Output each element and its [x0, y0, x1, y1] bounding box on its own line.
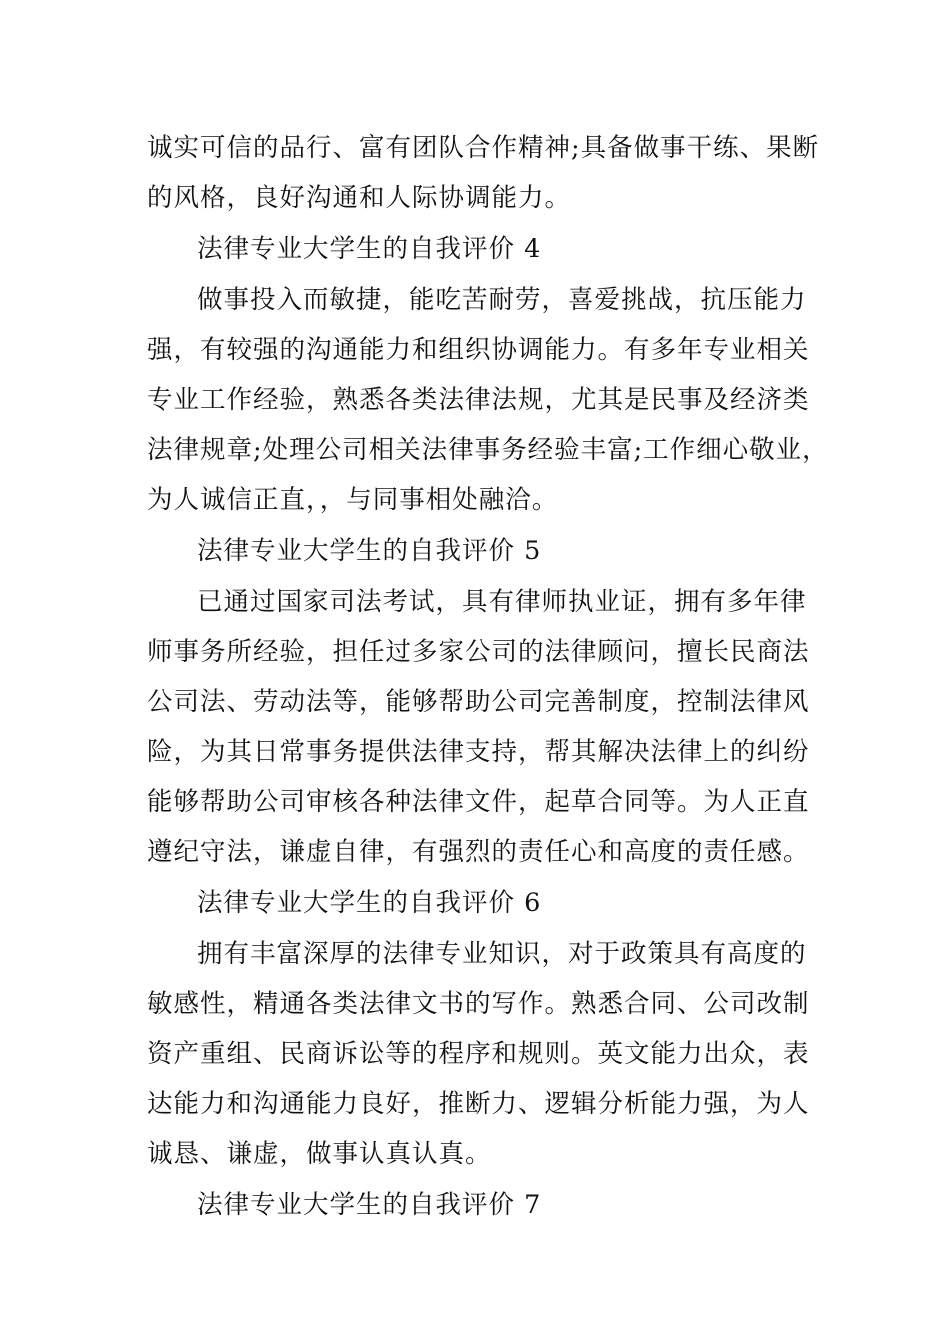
body-text-line: 达能力和沟通能力良好，推断力、逻辑分析能力强，为人: [147, 1089, 810, 1119]
body-text-line: 遵纪守法，谦虚自律，有强烈的责任心和高度的责任感。: [147, 837, 810, 867]
body-text-line: 为人诚信正直，，与同事相处融洽。: [147, 485, 559, 515]
body-text-line: 专业工作经验，熟悉各类法律法规，尤其是民事及经济类: [147, 385, 810, 415]
body-text-line: 能够帮助公司审核各种法律文件，起草合同等。为人正直: [147, 787, 810, 817]
body-text-line: 诚恳、谦虚，做事认真认真。: [147, 1139, 492, 1169]
body-text-line: 资产重组、民商诉讼等的程序和规则。英文能力出众，表: [147, 1039, 810, 1069]
paragraph-first-line: 做事投入而敏捷，能吃苦耐劳，喜爱挑战，抗压能力: [197, 285, 807, 315]
section-heading-7: 法律专业大学生的自我评价 7: [197, 1190, 542, 1220]
section-heading-5: 法律专业大学生的自我评价 5: [197, 536, 542, 566]
body-text-line: 法律规章;处理公司相关法律事务经验丰富;工作细心敬业，: [147, 435, 829, 465]
body-text-line: 强，有较强的沟通能力和组织协调能力。有多年专业相关: [147, 335, 810, 365]
body-text-line: 的风格，良好沟通和人际协调能力。: [147, 183, 572, 213]
section-heading-4: 法律专业大学生的自我评价 4: [197, 234, 542, 264]
body-text-line: 诚实可信的品行、富有团队合作精神;具备做事干练、果断: [147, 133, 820, 163]
body-text-line: 敏感性，精通各类法律文书的写作。熟悉合同、公司改制: [147, 989, 810, 1019]
body-text-line: 师事务所经验，担任过多家公司的法律顾问，擅长民商法: [147, 637, 810, 667]
paragraph-first-line: 已通过国家司法考试，具有律师执业证，拥有多年律: [197, 587, 807, 617]
body-text-line: 公司法、劳动法等，能够帮助公司完善制度，控制法律风: [147, 687, 810, 717]
paragraph-first-line: 拥有丰富深厚的法律专业知识，对于政策具有高度的: [197, 939, 807, 969]
section-heading-6: 法律专业大学生的自我评价 6: [197, 888, 542, 918]
body-text-line: 险，为其日常事务提供法律支持，帮其解决法律上的纠纷: [147, 737, 810, 767]
